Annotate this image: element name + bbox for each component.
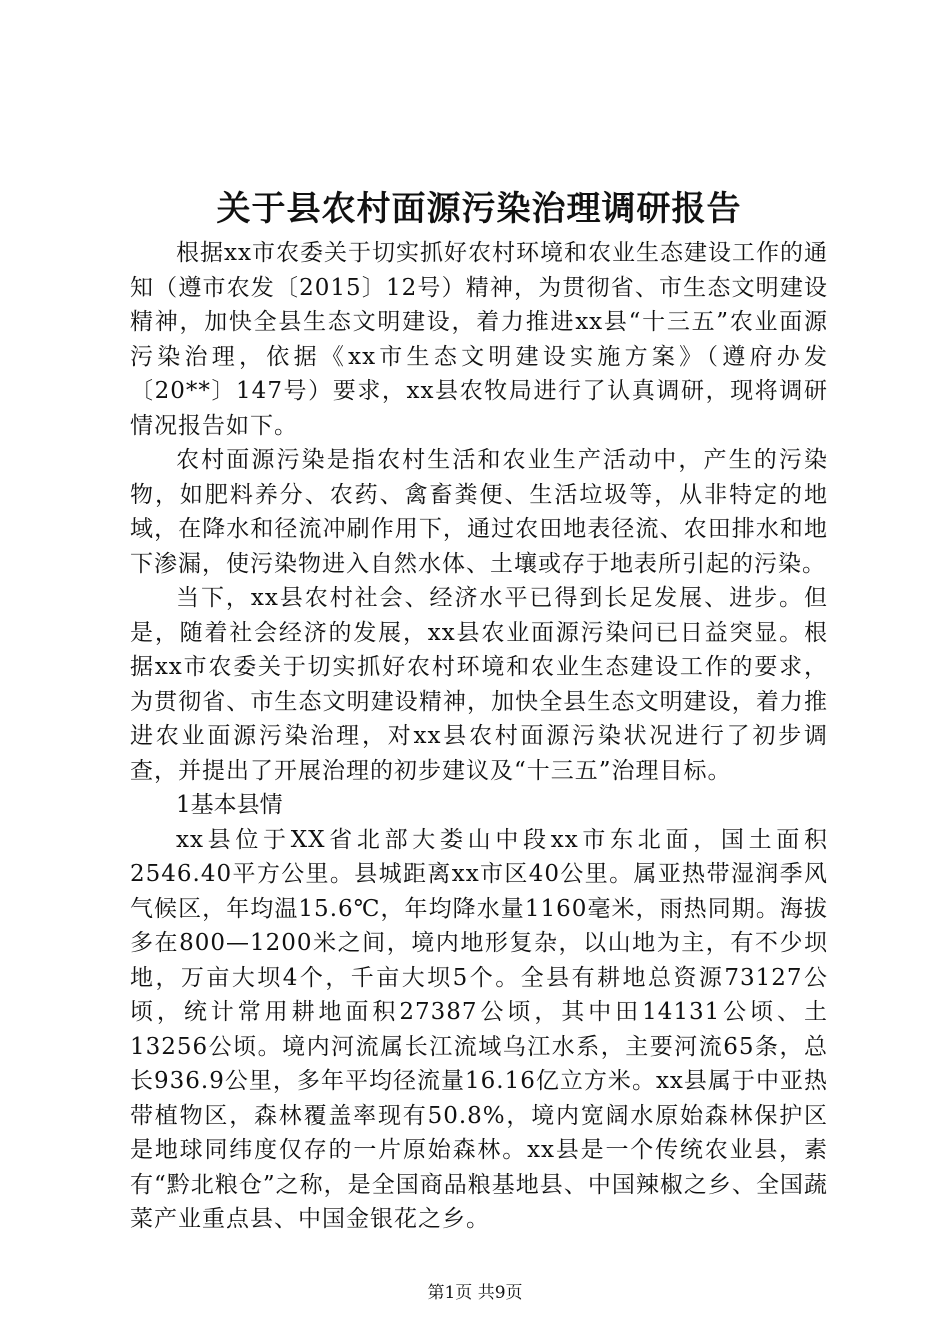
definition-paragraph: 农村面源污染是指农村生活和农业生产活动中，产生的污染物，如肥料养分、农药、禽畜粪便、生活垃圾等，从非特定的地域，在降水和径流冲刷作用下，通过农田地表径流、农田排水和地下渗漏，使污染物进入自然水体、土壤或存于地表所引起的污染。 bbox=[130, 447, 828, 577]
intro-paragraph: 根据xx市农委关于切实抓好农村环境和农业生态建设工作的通知（遵市农发〔2015〕12号）精神，为贯彻省、市生态文明建设精神，加快全县生态文明建设，着力推进xx县“十三五”农业面源污染治理，依据《xx市生态文明建设实施方案》（遵府办发〔20**〕147号）要求，xx县农牧局进行了认真调研，现将调研情况报告如下。 bbox=[130, 240, 828, 439]
background-paragraph: 当下，xx县农村社会、经济水平已得到长足发展、进步。但是，随着社会经济的发展，xx县农业面源污染问已日益突显。根据xx市农委关于切实抓好农村环境和农业生态建设工作的要求，为贯彻省、市生态文明建设精神，加快全县生态文明建设，着力推进农业面源污染治理，对xx县农村面源污染状况进行了初步调查，并提出了开展治理的初步建议及“十三五”治理目标。 bbox=[130, 585, 828, 784]
document-page bbox=[130, 186, 828, 1237]
section-heading: 1基本县情 bbox=[176, 792, 283, 818]
page-number-footer: 第1页 共9页 bbox=[427, 1283, 523, 1303]
document-title: 关于县农村面源污染治理调研报告 bbox=[216, 189, 742, 229]
county-overview-paragraph: xx县位于XX省北部大娄山中段xx市东北面，国土面积2546.40平方公里。县城距离xx市区40公里。属亚热带湿润季风气候区，年均温15.6℃，年均降水量1160毫米，雨热同期。海拔多在800—1200米之间，境内地形复杂，以山地为主，有不少坝地，万亩大坝4个，千亩大坝5个。全县有耕地总资源73127公顷，统计常用耕地面积27387公顷，其中田14131公顷、土13256公顷。境内河流属长江流域乌江水系，主要河流65条，总长936.9公里，多年平均径流量16.16亿立方米。xx县属于中亚热带植物区，森林覆盖率现有50.8%，境内宽阔水原始森林保护区是地球同纬度仅存的一片原始森林。xx县是一个传统农业县，素有“黔北粮仓”之称，是全国商品粮基地县、中国辣椒之乡、全国蔬菜产业重点县、中国金银花之乡。 bbox=[130, 826, 828, 1232]
